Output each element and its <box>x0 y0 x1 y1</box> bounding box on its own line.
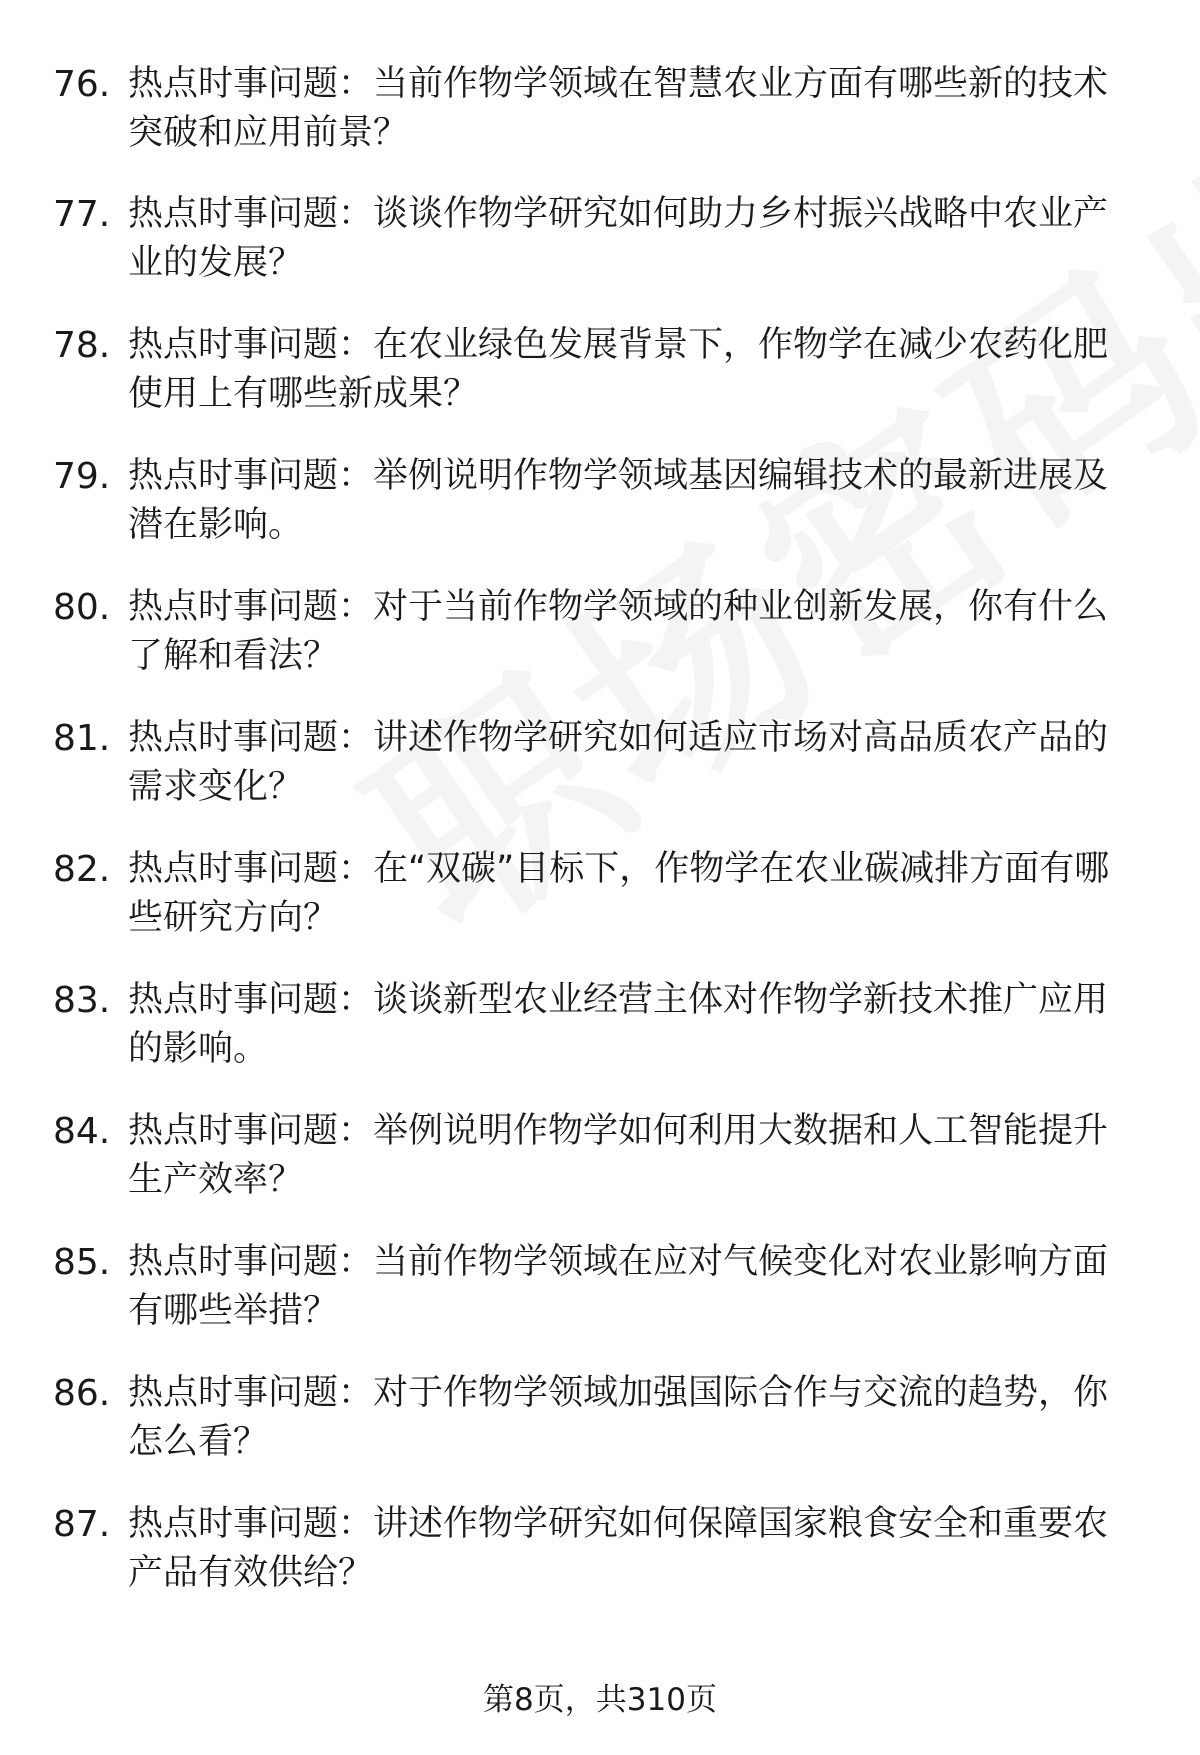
page-footer: 第8页，共310页 <box>483 1682 717 1718</box>
question-number: 80. <box>53 587 111 628</box>
question-number: 86. <box>53 1373 111 1414</box>
question-number: 85. <box>53 1242 111 1283</box>
question-text: 热点时事问题：在农业绿色发展背景下，作物学在减少农药化肥使用上有哪些新成果？ <box>128 325 1109 414</box>
question-item <box>0 452 1200 562</box>
question-text: 热点时事问题：当前作物学领域在应对气候变化对农业影响方面有哪些举措？ <box>128 1242 1109 1331</box>
question-number: 78. <box>53 325 111 366</box>
question-number: 77. <box>53 194 111 235</box>
question-text: 热点时事问题：举例说明作物学如何利用大数据和人工智能提升生产效率？ <box>128 1111 1109 1200</box>
question-item <box>0 714 1200 824</box>
question-text: 热点时事问题：对于当前作物学领域的种业创新发展，你有什么了解和看法？ <box>128 587 1109 676</box>
question-text: 热点时事问题：举例说明作物学领域基因编辑技术的最新进展及潜在影响。 <box>128 456 1109 545</box>
question-number: 84. <box>53 1111 111 1152</box>
question-item <box>0 1107 1200 1217</box>
question-item <box>0 321 1200 431</box>
question-item <box>0 976 1200 1086</box>
question-number: 87. <box>53 1504 111 1545</box>
question-item <box>0 1500 1200 1610</box>
question-text: 热点时事问题：在“双碳”目标下，作物学在农业碳减排方面有哪些研究方向？ <box>128 849 1110 938</box>
question-item <box>0 1238 1200 1348</box>
question-text: 热点时事问题：当前作物学领域在智慧农业方面有哪些新的技术突破和应用前景？ <box>128 64 1109 153</box>
question-text: 热点时事问题：对于作物学领域加强国际合作与交流的趋势，你怎么看？ <box>128 1373 1109 1462</box>
question-text: 热点时事问题：讲述作物学研究如何适应市场对高品质农产品的需求变化？ <box>128 718 1109 807</box>
question-item <box>0 190 1200 300</box>
question-number: 81. <box>53 718 111 759</box>
question-item <box>0 1369 1200 1479</box>
question-number: 79. <box>53 456 111 497</box>
question-number: 76. <box>53 64 111 105</box>
question-item <box>0 60 1200 170</box>
question-number: 82. <box>53 849 111 890</box>
question-item <box>0 845 1200 955</box>
question-text: 热点时事问题：谈谈新型农业经营主体对作物学新技术推广应用的影响。 <box>128 980 1109 1069</box>
question-item <box>0 583 1200 693</box>
question-number: 83. <box>53 980 111 1021</box>
question-text: 热点时事问题：讲述作物学研究如何保障国家粮食安全和重要农产品有效供给？ <box>128 1504 1109 1593</box>
question-text: 热点时事问题：谈谈作物学研究如何助力乡村振兴战略中农业产业的发展？ <box>128 194 1109 283</box>
